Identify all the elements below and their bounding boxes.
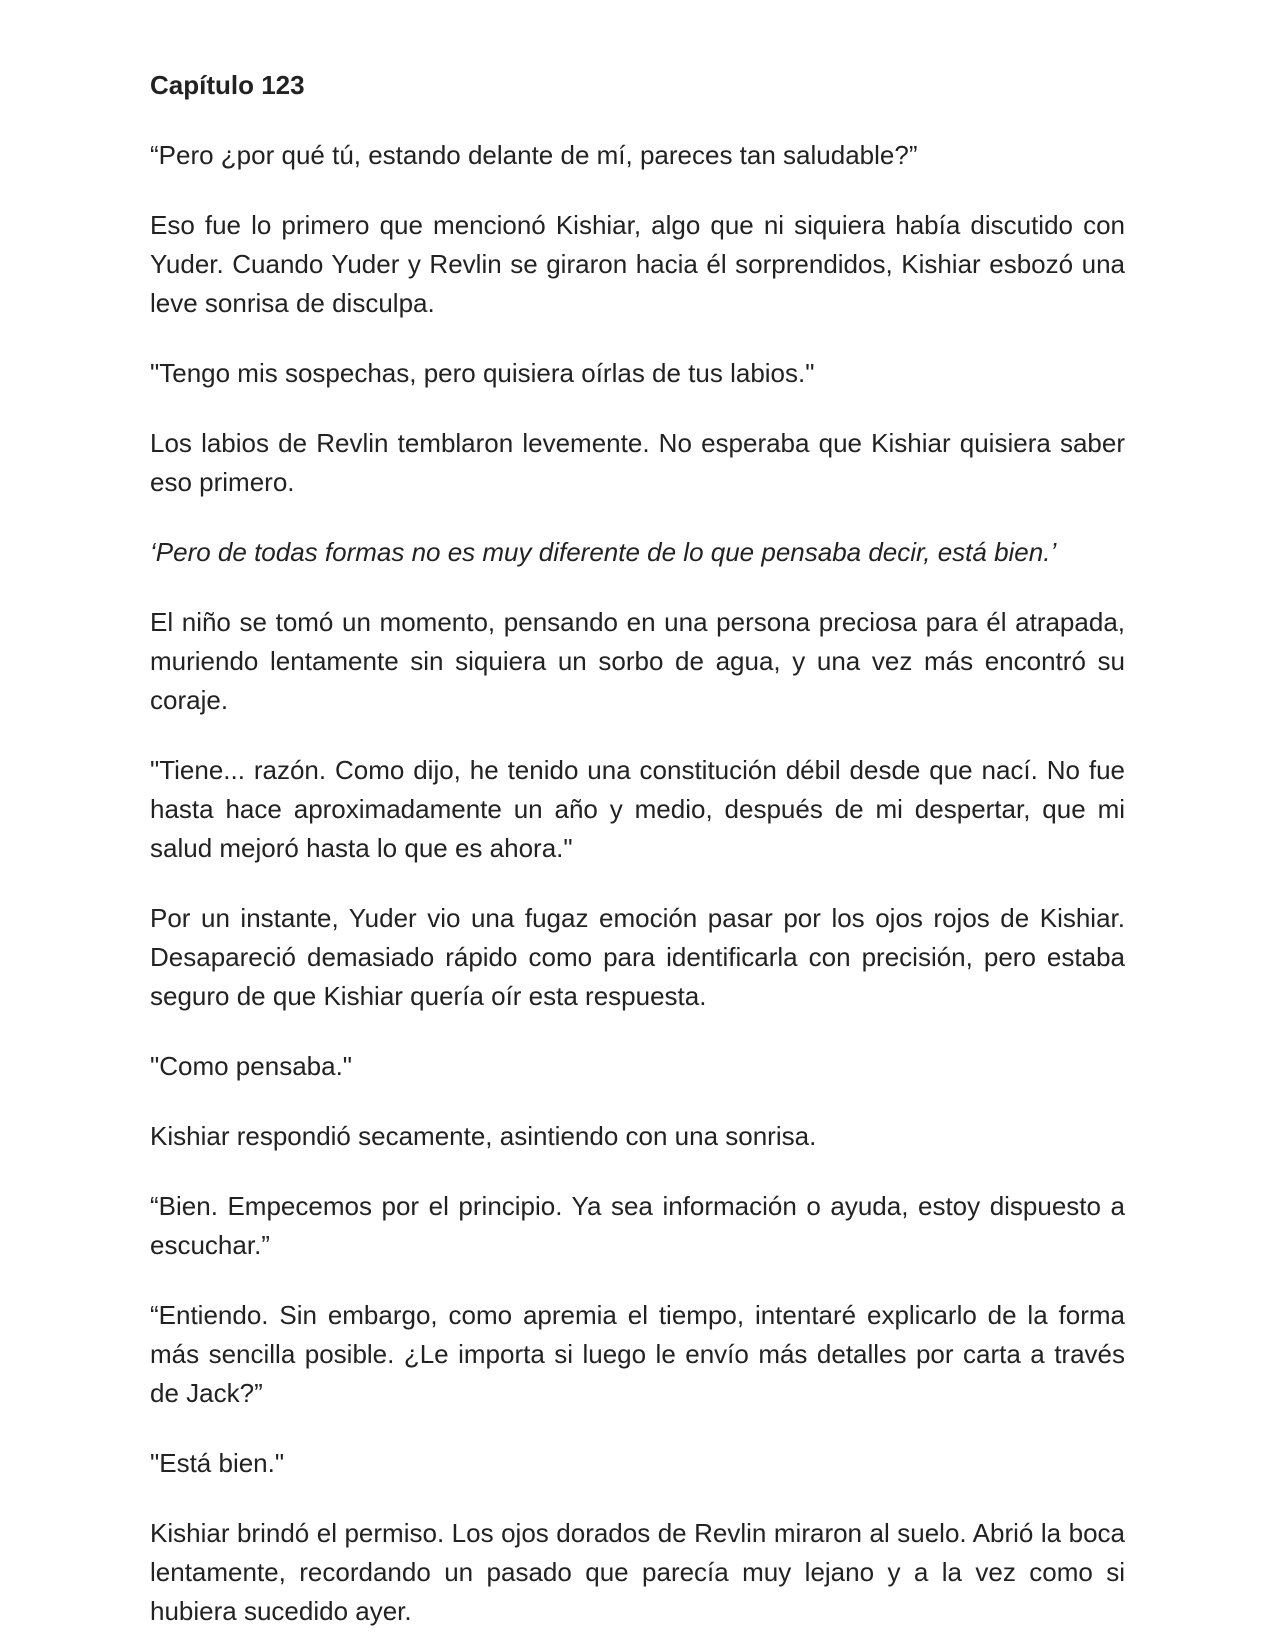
- paragraph: "Tiene... razón. Como dijo, he tenido una constitución débil desde que nací. No fue hasta hace aproximadamente un año y medio, después de mi despertar, que mi salud mejoró hasta lo que es ahora.": [150, 755, 1125, 863]
- chapter-title: Capítulo 123: [150, 70, 305, 100]
- paragraph: "Está bien.": [150, 1448, 285, 1478]
- paragraph: “Entiendo. Sin embargo, como apremia el tiempo, intentaré explicarlo de la forma más sencilla posible. ¿Le importa si luego le envío más detalles por carta a través de Jack?”: [150, 1300, 1125, 1408]
- paragraph: “Bien. Empecemos por el principio. Ya sea información o ayuda, estoy dispuesto a escuchar.”: [150, 1191, 1125, 1260]
- paragraph: El niño se tomó un momento, pensando en una persona preciosa para él atrapada, muriendo lentamente sin siquiera un sorbo de agua, y una vez más encontró su coraje.: [150, 607, 1125, 715]
- paragraph-list: [150, 136, 1125, 1631]
- italic-paragraph: ‘Pero de todas formas no es muy diferente de lo que pensaba decir, está bien.’: [150, 537, 1057, 567]
- paragraph: Kishiar brindó el permiso. Los ojos dorados de Revlin miraron al suelo. Abrió la boca lentamente, recordando un pasado que parecía muy lejano y a la vez como si hubiera sucedido ayer.: [150, 1518, 1125, 1626]
- paragraph: Kishiar respondió secamente, asintiendo con una sonrisa.: [150, 1121, 817, 1151]
- paragraph: "Tengo mis sospechas, pero quisiera oírlas de tus labios.": [150, 358, 815, 388]
- paragraph: “Pero ¿por qué tú, estando delante de mí, pareces tan saludable?”: [150, 140, 918, 170]
- paragraph: Los labios de Revlin temblaron levemente. No esperaba que Kishiar quisiera saber eso primero.: [150, 428, 1125, 497]
- document-page: [150, 66, 1125, 1631]
- paragraph: Eso fue lo primero que mencionó Kishiar, algo que ni siquiera había discutido con Yuder. Cuando Yuder y Revlin se giraron hacia él sorprendidos, Kishiar esbozó una leve sonrisa de disculpa.: [150, 210, 1125, 318]
- paragraph: "Como pensaba.": [150, 1051, 353, 1081]
- paragraph: Por un instante, Yuder vio una fugaz emoción pasar por los ojos rojos de Kishiar. Desapareció demasiado rápido como para identificarla con precisión, pero estaba seguro de que Kishiar quería oír esta respuesta.: [150, 903, 1125, 1011]
